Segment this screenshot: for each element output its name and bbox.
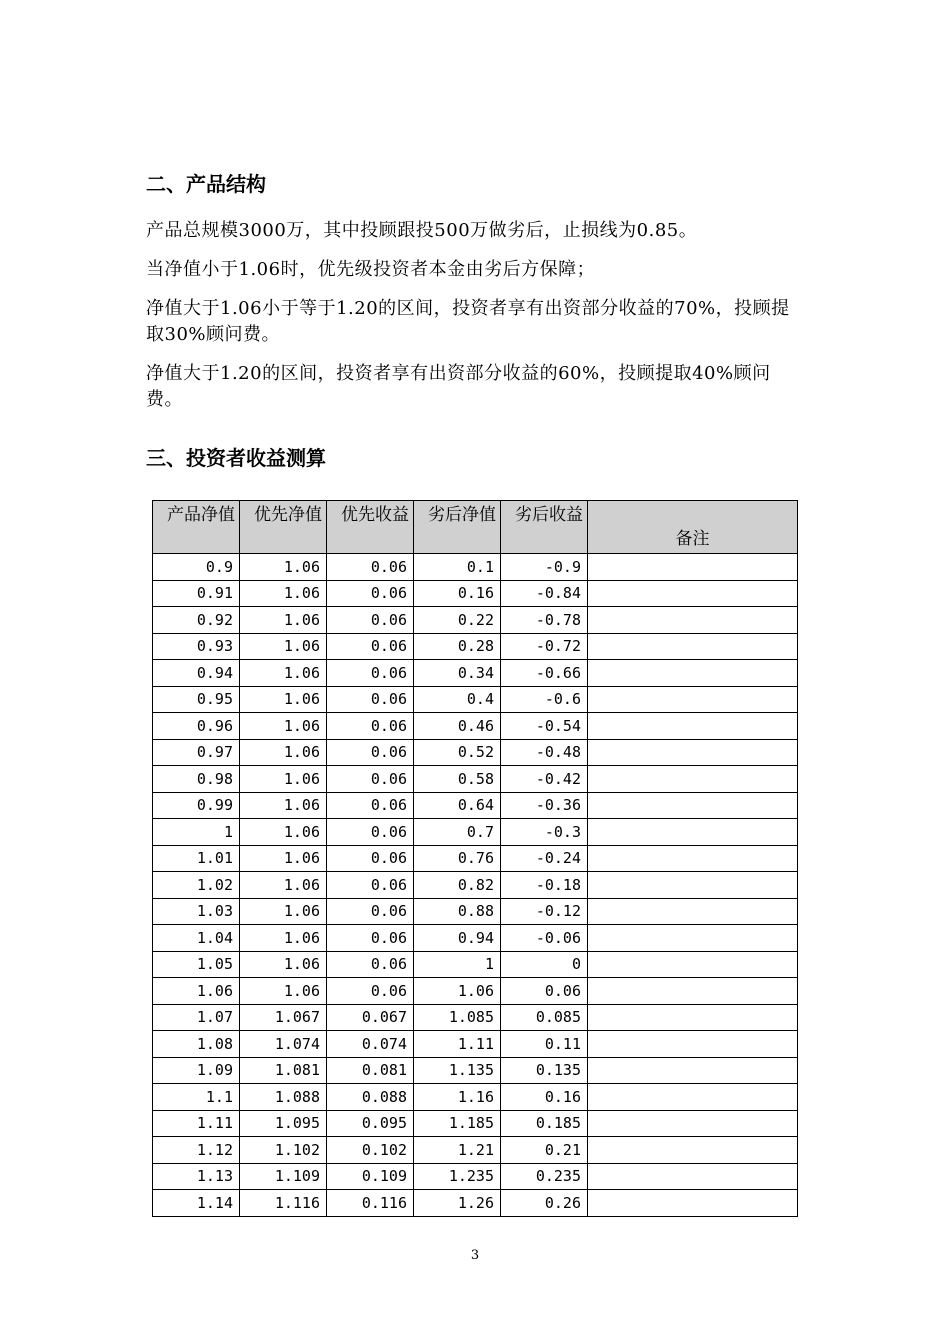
table-cell: -0.9 bbox=[501, 554, 588, 581]
table-cell: 1.11 bbox=[414, 1031, 501, 1058]
table-cell: 0.16 bbox=[414, 580, 501, 607]
table-cell: 0.22 bbox=[414, 607, 501, 634]
table-cell: 1.109 bbox=[240, 1163, 327, 1190]
table-cell bbox=[588, 633, 798, 660]
table-cell: 1.085 bbox=[414, 1004, 501, 1031]
table-row bbox=[153, 686, 798, 713]
table-cell: 0 bbox=[501, 951, 588, 978]
table-cell: -0.48 bbox=[501, 739, 588, 766]
table-cell: 0.06 bbox=[327, 633, 414, 660]
table-cell: 0.92 bbox=[153, 607, 240, 634]
table-cell: 0.9 bbox=[153, 554, 240, 581]
table-cell: 1.185 bbox=[414, 1110, 501, 1137]
table-cell bbox=[588, 660, 798, 687]
table-cell bbox=[588, 1031, 798, 1058]
table-row bbox=[153, 1057, 798, 1084]
table-cell bbox=[588, 951, 798, 978]
table-cell: 1.06 bbox=[240, 766, 327, 793]
table-cell: 1.08 bbox=[153, 1031, 240, 1058]
table-cell: -0.84 bbox=[501, 580, 588, 607]
table-cell bbox=[588, 1163, 798, 1190]
table-cell bbox=[588, 819, 798, 846]
table-cell: 1.135 bbox=[414, 1057, 501, 1084]
table-cell: 0.06 bbox=[327, 766, 414, 793]
table-cell: 1.235 bbox=[414, 1163, 501, 1190]
table-cell: 0.11 bbox=[501, 1031, 588, 1058]
header-priority-return: 优先收益 bbox=[327, 501, 414, 554]
table-cell: 0.06 bbox=[327, 660, 414, 687]
table-cell: -0.06 bbox=[501, 925, 588, 952]
table-row bbox=[153, 925, 798, 952]
table-cell bbox=[588, 898, 798, 925]
table-cell: 1.06 bbox=[414, 978, 501, 1005]
table-cell bbox=[588, 978, 798, 1005]
table-cell: 0.94 bbox=[414, 925, 501, 952]
table-cell: 1 bbox=[153, 819, 240, 846]
table-cell: 1.067 bbox=[240, 1004, 327, 1031]
table-cell: 1.26 bbox=[414, 1190, 501, 1217]
table-cell bbox=[588, 1137, 798, 1164]
table-cell: 0.06 bbox=[501, 978, 588, 1005]
table-cell: 0.82 bbox=[414, 872, 501, 899]
table-cell: 0.34 bbox=[414, 660, 501, 687]
table-row bbox=[153, 713, 798, 740]
table-cell: 0.06 bbox=[327, 898, 414, 925]
paragraph-tier-above-1-20: 净值大于1.20的区间，投资者享有出资部分收益的60%，投顾提取40%顾问费。 bbox=[146, 363, 771, 410]
table-cell: 1.06 bbox=[240, 580, 327, 607]
table-row bbox=[153, 554, 798, 581]
table-row bbox=[153, 1110, 798, 1137]
table-cell: 1.04 bbox=[153, 925, 240, 952]
table-row bbox=[153, 951, 798, 978]
table-row bbox=[153, 792, 798, 819]
table-cell: 1 bbox=[414, 951, 501, 978]
table-cell: 1.06 bbox=[240, 554, 327, 581]
table-cell: 0.067 bbox=[327, 1004, 414, 1031]
table-cell: 0.28 bbox=[414, 633, 501, 660]
table-cell: 0.085 bbox=[501, 1004, 588, 1031]
table-cell: 0.21 bbox=[501, 1137, 588, 1164]
table-cell: 0.06 bbox=[327, 739, 414, 766]
table-cell: 0.46 bbox=[414, 713, 501, 740]
table-cell: 1.02 bbox=[153, 872, 240, 899]
table-cell: 1.06 bbox=[240, 925, 327, 952]
table-cell: 0.06 bbox=[327, 554, 414, 581]
table-cell: 1.09 bbox=[153, 1057, 240, 1084]
table-cell: 0.095 bbox=[327, 1110, 414, 1137]
table-cell: 0.06 bbox=[327, 686, 414, 713]
table-cell: 1.06 bbox=[240, 739, 327, 766]
table-cell: 1.16 bbox=[414, 1084, 501, 1111]
table-cell: 1.06 bbox=[240, 845, 327, 872]
table-row bbox=[153, 1031, 798, 1058]
table-cell: 1.12 bbox=[153, 1137, 240, 1164]
table-row bbox=[153, 580, 798, 607]
table-cell bbox=[588, 792, 798, 819]
table-cell bbox=[588, 845, 798, 872]
table-cell: -0.66 bbox=[501, 660, 588, 687]
table-cell: 0.4 bbox=[414, 686, 501, 713]
table-cell bbox=[588, 766, 798, 793]
table-cell: -0.24 bbox=[501, 845, 588, 872]
table-cell: 0.06 bbox=[327, 607, 414, 634]
table-cell: 1.06 bbox=[153, 978, 240, 1005]
table-cell: -0.42 bbox=[501, 766, 588, 793]
table-cell: 0.96 bbox=[153, 713, 240, 740]
table-cell: 0.088 bbox=[327, 1084, 414, 1111]
table-row bbox=[153, 633, 798, 660]
table-cell: 1.06 bbox=[240, 872, 327, 899]
table-cell: 1.06 bbox=[240, 713, 327, 740]
table-cell: 0.1 bbox=[414, 554, 501, 581]
table-cell: 0.06 bbox=[327, 978, 414, 1005]
table-cell: 0.06 bbox=[327, 580, 414, 607]
return-estimate-table bbox=[152, 500, 798, 1217]
table-row bbox=[153, 607, 798, 634]
table-cell: 0.102 bbox=[327, 1137, 414, 1164]
table-cell: 0.98 bbox=[153, 766, 240, 793]
table-cell: 0.95 bbox=[153, 686, 240, 713]
table-cell: -0.54 bbox=[501, 713, 588, 740]
table-cell: 0.06 bbox=[327, 845, 414, 872]
table-cell bbox=[588, 580, 798, 607]
table-cell: 0.16 bbox=[501, 1084, 588, 1111]
table-header-row bbox=[153, 501, 798, 554]
table-cell: 1.05 bbox=[153, 951, 240, 978]
table-cell: -0.3 bbox=[501, 819, 588, 846]
table-cell: 1.03 bbox=[153, 898, 240, 925]
header-subordinate-nav: 劣后净值 bbox=[414, 501, 501, 554]
table-cell: 0.06 bbox=[327, 951, 414, 978]
table-cell: 0.7 bbox=[414, 819, 501, 846]
table-row bbox=[153, 1163, 798, 1190]
paragraph-principal-guarantee: 当净值小于1.06时，优先级投资者本金由劣后方保障； bbox=[146, 259, 596, 280]
table-row bbox=[153, 978, 798, 1005]
table-cell: 1.13 bbox=[153, 1163, 240, 1190]
table-cell: 1.06 bbox=[240, 633, 327, 660]
header-subordinate-return: 劣后收益 bbox=[501, 501, 588, 554]
table-cell: 1.06 bbox=[240, 951, 327, 978]
table-cell: 0.99 bbox=[153, 792, 240, 819]
table-cell bbox=[588, 1057, 798, 1084]
table-cell: 0.081 bbox=[327, 1057, 414, 1084]
table-cell: 0.185 bbox=[501, 1110, 588, 1137]
table-cell: 0.91 bbox=[153, 580, 240, 607]
table-row bbox=[153, 845, 798, 872]
table-cell: 1.06 bbox=[240, 607, 327, 634]
table-row bbox=[153, 898, 798, 925]
table-row bbox=[153, 1190, 798, 1217]
table-cell: 1.088 bbox=[240, 1084, 327, 1111]
table-cell: 0.074 bbox=[327, 1031, 414, 1058]
table-cell: 0.76 bbox=[414, 845, 501, 872]
table-row bbox=[153, 739, 798, 766]
table-cell bbox=[588, 739, 798, 766]
table-cell: 0.97 bbox=[153, 739, 240, 766]
header-product-nav: 产品净值 bbox=[153, 501, 240, 554]
table-cell: -0.72 bbox=[501, 633, 588, 660]
table-cell: 1.06 bbox=[240, 686, 327, 713]
header-remarks: 备注 bbox=[588, 501, 798, 554]
table-cell: 1.01 bbox=[153, 845, 240, 872]
table-cell: 0.06 bbox=[327, 872, 414, 899]
table-cell: 1.07 bbox=[153, 1004, 240, 1031]
table-row bbox=[153, 819, 798, 846]
table-row bbox=[153, 1137, 798, 1164]
table-cell: 0.06 bbox=[327, 792, 414, 819]
table-cell: 1.1 bbox=[153, 1084, 240, 1111]
table-body bbox=[153, 554, 798, 1217]
table-cell: 1.06 bbox=[240, 819, 327, 846]
table-row bbox=[153, 766, 798, 793]
table-cell: 0.116 bbox=[327, 1190, 414, 1217]
table-cell: 0.135 bbox=[501, 1057, 588, 1084]
table-row bbox=[153, 872, 798, 899]
paragraph-tier-1-20: 净值大于1.06小于等于1.20的区间，投资者享有出资部分收益的70%，投顾提取30%顾问费。 bbox=[146, 298, 790, 345]
table-row bbox=[153, 1004, 798, 1031]
table-cell: 0.109 bbox=[327, 1163, 414, 1190]
table-cell: 0.06 bbox=[327, 819, 414, 846]
table-cell bbox=[588, 554, 798, 581]
table-cell: 1.06 bbox=[240, 792, 327, 819]
table-cell: 1.095 bbox=[240, 1110, 327, 1137]
table-row bbox=[153, 1084, 798, 1111]
table-cell: 1.06 bbox=[240, 978, 327, 1005]
table-cell: 1.116 bbox=[240, 1190, 327, 1217]
table-row bbox=[153, 660, 798, 687]
table-cell: 0.06 bbox=[327, 713, 414, 740]
table-cell: 0.235 bbox=[501, 1163, 588, 1190]
table-cell: 1.11 bbox=[153, 1110, 240, 1137]
table-cell: 0.94 bbox=[153, 660, 240, 687]
table-cell: 1.21 bbox=[414, 1137, 501, 1164]
page-number: 3 bbox=[470, 1248, 480, 1263]
table-cell bbox=[588, 872, 798, 899]
section-heading-product-structure: 二、产品结构 bbox=[146, 172, 266, 196]
table-cell bbox=[588, 607, 798, 634]
table-cell: 0.88 bbox=[414, 898, 501, 925]
table-cell: 0.06 bbox=[327, 925, 414, 952]
table-cell bbox=[588, 925, 798, 952]
table-cell: 1.102 bbox=[240, 1137, 327, 1164]
paragraph-product-scale: 产品总规模3000万，其中投顾跟投500万做劣后，止损线为0.85。 bbox=[146, 220, 698, 241]
table-cell bbox=[588, 713, 798, 740]
table-cell: 1.06 bbox=[240, 660, 327, 687]
table-cell bbox=[588, 1190, 798, 1217]
table-cell bbox=[588, 1004, 798, 1031]
table-cell: -0.36 bbox=[501, 792, 588, 819]
table-cell: 0.52 bbox=[414, 739, 501, 766]
table-cell bbox=[588, 686, 798, 713]
table-cell bbox=[588, 1110, 798, 1137]
table-cell: 0.58 bbox=[414, 766, 501, 793]
header-priority-nav: 优先净值 bbox=[240, 501, 327, 554]
table-cell: -0.78 bbox=[501, 607, 588, 634]
table-cell bbox=[588, 1084, 798, 1111]
table-cell: -0.12 bbox=[501, 898, 588, 925]
table-cell: -0.6 bbox=[501, 686, 588, 713]
table-cell: 1.14 bbox=[153, 1190, 240, 1217]
table-cell: 1.06 bbox=[240, 898, 327, 925]
table-cell: 1.081 bbox=[240, 1057, 327, 1084]
table-cell: 1.074 bbox=[240, 1031, 327, 1058]
table-cell: -0.18 bbox=[501, 872, 588, 899]
table-cell: 0.64 bbox=[414, 792, 501, 819]
table-cell: 0.26 bbox=[501, 1190, 588, 1217]
section-heading-return-estimate: 三、投资者收益测算 bbox=[146, 446, 326, 470]
table-cell: 0.93 bbox=[153, 633, 240, 660]
